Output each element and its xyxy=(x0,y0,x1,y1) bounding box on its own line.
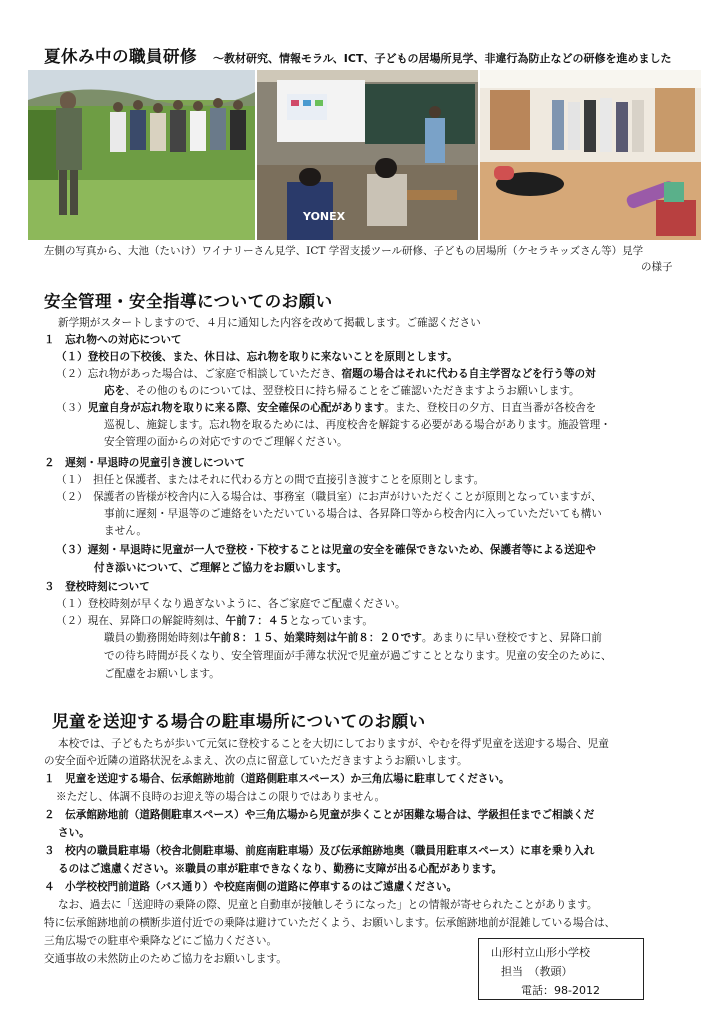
parking-item3-line1: ３ 校内の職員駐車場（校舎北側駐車場、前庭南駐車場）及び伝承館跡地奥（職員用駐車スペース）に車を乗り入れ xyxy=(44,845,595,857)
safety-s3-item1: （１）登校時刻が早くなり過ぎないように、各ご家庭でご配慮ください。 xyxy=(56,598,406,610)
safety-s1-title: １ 忘れ物への対応について xyxy=(44,334,182,346)
safety-s1-item2-line1: （２）忘れ物があった場合は、ご家庭で相談していただき、宿題の場合はそれに代わる自主学習などを行う等の対 xyxy=(56,368,596,380)
parking-item1-note: ※ただし、体調不良時のお迎え等の場合はこの限りではありません。 xyxy=(56,791,386,803)
safety-s3-item2-detail1: 職員の勤務開始時刻は午前８：１５、始業時刻は午前８：２０です。あまりに早い登校ですと、昇降口前 xyxy=(104,632,602,644)
safety-s2-item3-line2: 付き添いについて、ご理解とご協力をお願いします。 xyxy=(94,562,347,574)
safety-s3-item2-detail2: での待ち時間が長くなり、安全管理面が手薄な状況で児童が過ごすこととなります。児童の安全のために、 xyxy=(104,650,612,662)
parking-intro-line1: 本校では、子どもたちが歩いて元気に登校することを大切にしておりますが、やむを得ず児童を送迎する場合、児童 xyxy=(58,738,609,750)
safety-intro: 新学期がスタートしますので、４月に通知した内容を改めて掲載します。ご確認ください xyxy=(58,317,481,329)
contact-phone: 電話：98-2012 xyxy=(521,984,600,997)
photo-text-yonex: YONEX xyxy=(303,210,346,223)
safety-s2-item2-line2: 事前に遅刻・早退等のご連絡をいただいている場合は、各昇降口等から校舎内に入っていただいても構い xyxy=(104,508,602,520)
safety-s3-item2: （２）現在、昇降口の解錠時刻は、午前７：４５となっています。 xyxy=(56,615,373,627)
photo-winery-visit xyxy=(28,70,255,240)
title-subtitle: ～教材研究、情報モラル、ICT、子どもの居場所見学、非違行為防止などの研修を進めました xyxy=(213,52,672,65)
title-main: 夏休み中の職員研修 xyxy=(44,47,197,66)
safety-s3-title: ３ 登校時刻について xyxy=(44,581,150,593)
photo-ict-training xyxy=(257,70,478,240)
photo-caption-line-2: の様子 xyxy=(641,261,673,273)
safety-s1-item3-line1: （３）児童自身が忘れ物を取りに来る際、安全確保の心配があります。また、登校日の夕方、日直当番が各校舎を xyxy=(56,402,597,414)
parking-note-line3: 三角広場での駐車や乗降などにご協力ください。 xyxy=(44,935,278,947)
safety-s1-item1: （１）登校日の下校後、また、休日は、忘れ物を取りに来ないことを原則とします。 xyxy=(56,351,458,363)
safety-s2-item2-line1: （２） 保護者の皆様が校舎内に入る場合は、事務室（職員室）にお声がけいただくことが原則となっていますが、 xyxy=(56,491,602,503)
safety-s1-item3-line2: 巡視し、施錠します。忘れ物を取るためには、再度校舎を解錠する必要がある場合があります。施設管理・ xyxy=(104,419,611,431)
photo-childrens-place-visit xyxy=(480,70,701,240)
safety-s2-item3-line1: （３）遅刻・早退時に児童が一人で登校・下校することは児童の安全を確保できないため、保護者等による送迎や xyxy=(56,544,596,556)
parking-item2-line1: ２ 伝承館跡地前（道路側駐車スペース）や三角広場から児童が歩くことが困難な場合は、学級担任までご相談くだ xyxy=(44,809,595,821)
parking-note-line4: 交通事故の未然防止のためご協力をお願いします。 xyxy=(44,953,287,965)
parking-note-line2: 特に伝承館跡地前の横断歩道付近での乗降は避けていただくよう、お願いします。伝承館跡地前が混雑している場合は、 xyxy=(44,917,616,929)
parking-intro-line2: の安全面や近隣の道路状況をふまえ、次の点に留意していただきますようお願いします。 xyxy=(44,755,468,767)
photo-caption-line-1: 左側の写真から、大池（たいけ）ワイナリーさん見学、ICT 学習支援ツール研修、子どもの居場所（ケセラキッズさん等）見学 xyxy=(44,245,644,257)
parking-item3-line2: るのはご遠慮ください。※職員の車が駐車できなくなり、勤務に支障が出る心配があります。 xyxy=(58,863,503,875)
safety-s1-item2-line2: 応を、その他のものについては、翌登校日に持ち帰ることをご確認いただきますようお願いします。 xyxy=(104,385,580,397)
newsletter-title xyxy=(44,43,671,67)
safety-s2-item2-line3: ません。 xyxy=(104,525,148,537)
contact-person: 担当 （教頭） xyxy=(501,965,573,978)
contact-school: 山形村立山形小学校 xyxy=(491,946,590,959)
safety-heading: 安全管理・安全指導についてのお願い xyxy=(44,292,333,311)
safety-s2-title: ２ 遅刻・早退時の児童引き渡しについて xyxy=(44,457,246,469)
parking-heading: 児童を送迎する場合の駐車場所についてのお願い xyxy=(52,712,426,731)
parking-note-line1: なお、過去に「送迎時の乗降の際、児童と自動車が接触しそうになった」との情報が寄せられたことがあります。 xyxy=(58,899,598,911)
contact-box xyxy=(478,938,644,1000)
parking-item2-line2: さい。 xyxy=(58,827,90,839)
safety-s3-item2-detail3: ご配慮をお願いします。 xyxy=(104,668,220,680)
parking-item4: ４ 小学校校門前道路（バス通り）や校庭南側の道路に停車するのはご遠慮ください。 xyxy=(44,881,458,893)
parking-item1: １ 児童を送迎する場合、伝承館跡地前（道路側駐車スペース）か三角広場に駐車してください。 xyxy=(44,773,510,785)
safety-s1-item3-line3: 安全管理の面からの対応ですのでご理解ください。 xyxy=(104,436,348,448)
safety-s2-item1: （１） 担任と保護者、またはそれに代わる方との間で直接引き渡すことを原則とします。 xyxy=(56,474,485,486)
